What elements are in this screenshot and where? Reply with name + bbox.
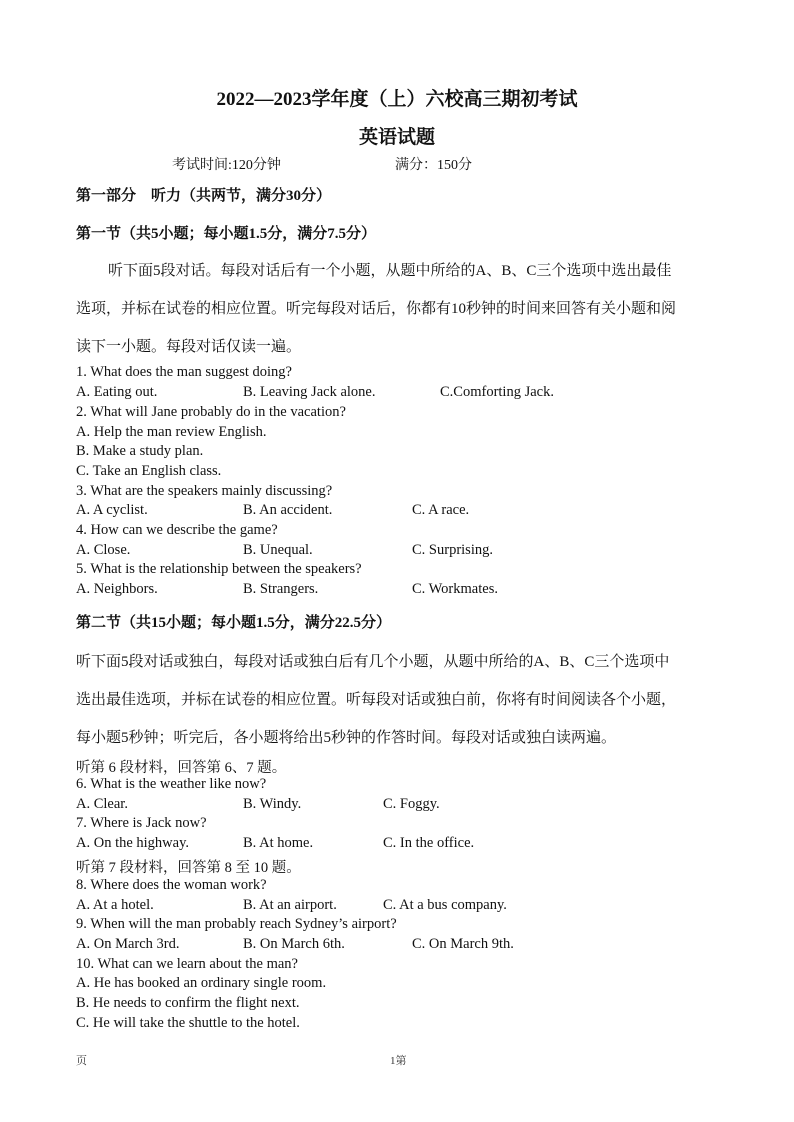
section2-heading: 第二节（共15小题；每小题1.5分，满分22.5分） bbox=[76, 615, 392, 631]
q6-option-a: A. Clear. bbox=[76, 796, 128, 812]
section1-instructions-line2: 选项，并标在试卷的相应位置。听完每段对话后，你都有10秒钟的时间来回答有关小题和阅 bbox=[76, 301, 677, 317]
question-5: 5. What is the relationship between the speakers? bbox=[76, 561, 362, 577]
q5-option-a: A. Neighbors. bbox=[76, 581, 158, 597]
q3-option-a: A. A cyclist. bbox=[76, 502, 148, 518]
q2-option-b: B. Make a study plan. bbox=[76, 443, 204, 459]
q9-option-c: C. On March 9th. bbox=[412, 936, 514, 952]
q3-option-c: C. A race. bbox=[412, 502, 470, 518]
q10-option-b: B. He needs to confirm the flight next. bbox=[76, 995, 300, 1011]
q4-option-c: C. Surprising. bbox=[412, 542, 493, 558]
exam-score: 满分：150分 bbox=[395, 158, 472, 173]
q1-option-c: C.Comforting Jack. bbox=[440, 384, 554, 400]
section1-instructions-line1: 听下面5段对话。每段对话后有一个小题，从题中所给的A、B、C三个选项中选出最佳 bbox=[108, 263, 672, 279]
q5-option-b: B. Strangers. bbox=[243, 581, 319, 597]
question-3: 3. What are the speakers mainly discussing? bbox=[76, 483, 333, 499]
section2-instructions-line1: 听下面5段对话或独白，每段对话或独白后有几个小题，从题中所给的A、B、C三个选项中 bbox=[76, 654, 670, 670]
exam-title: 2022—2023学年度（上）六校高三期初考试 bbox=[216, 89, 578, 110]
q2-option-a: A. Help the man review English. bbox=[76, 424, 267, 440]
question-4: 4. How can we describe the game? bbox=[76, 522, 278, 538]
q9-option-a: A. On March 3rd. bbox=[76, 936, 180, 952]
q2-option-c: C. Take an English class. bbox=[76, 463, 222, 479]
question-7: 7. Where is Jack now? bbox=[76, 815, 207, 831]
question-2: 2. What will Jane probably do in the vacation? bbox=[76, 404, 346, 420]
section1-heading: 第一节（共5小题；每小题1.5分，满分7.5分） bbox=[76, 226, 377, 242]
section2-instructions-line2: 选出最佳选项，并标在试卷的相应位置。听每段对话或独白前，你将有时间阅读各个小题， bbox=[76, 692, 677, 708]
material-7-note: 听第 7 段材料，回答第 8 至 10 题。 bbox=[76, 860, 301, 876]
exam-time: 考试时间:120分钟 bbox=[172, 158, 281, 173]
q4-option-b: B. Unequal. bbox=[243, 542, 313, 558]
section1-instructions-line3: 读下一小题。每段对话仅读一遍。 bbox=[76, 339, 302, 355]
q6-option-c: C. Foggy. bbox=[383, 796, 440, 812]
q9-option-b: B. On March 6th. bbox=[243, 936, 345, 952]
question-10: 10. What can we learn about the man? bbox=[76, 956, 298, 972]
question-6: 6. What is the weather like now? bbox=[76, 776, 267, 792]
part1-heading: 第一部分 听力（共两节，满分30分） bbox=[76, 188, 332, 204]
question-1: 1. What does the man suggest doing? bbox=[76, 364, 292, 380]
q6-option-b: B. Windy. bbox=[243, 796, 302, 812]
section2-instructions-line3: 每小题5秒钟；听完后，各小题将给出5秒钟的作答时间。每段对话或独白读两遍。 bbox=[76, 730, 617, 746]
q1-option-a: A. Eating out. bbox=[76, 384, 158, 400]
exam-subtitle: 英语试题 bbox=[358, 127, 435, 148]
q7-option-b: B. At home. bbox=[243, 835, 314, 851]
q7-option-c: C. In the office. bbox=[383, 835, 475, 851]
question-9: 9. When will the man probably reach Sydney’s airport? bbox=[76, 916, 397, 932]
q10-option-a: A. He has booked an ordinary single room. bbox=[76, 975, 327, 991]
footer-page-label: 页 bbox=[76, 1055, 87, 1067]
q3-option-b: B. An accident. bbox=[243, 502, 333, 518]
q8-option-a: A. At a hotel. bbox=[76, 897, 154, 913]
material-6-note: 听第 6 段材料，回答第 6、7 题。 bbox=[76, 760, 287, 776]
q5-option-c: C. Workmates. bbox=[412, 581, 498, 597]
q1-option-b: B. Leaving Jack alone. bbox=[243, 384, 376, 400]
q8-option-b: B. At an airport. bbox=[243, 897, 337, 913]
q8-option-c: C. At a bus company. bbox=[383, 897, 507, 913]
q10-option-c: C. He will take the shuttle to the hotel. bbox=[76, 1015, 300, 1031]
q4-option-a: A. Close. bbox=[76, 542, 131, 558]
footer-page-number: 1第 bbox=[390, 1055, 407, 1067]
question-8: 8. Where does the woman work? bbox=[76, 877, 267, 893]
q7-option-a: A. On the highway. bbox=[76, 835, 190, 851]
